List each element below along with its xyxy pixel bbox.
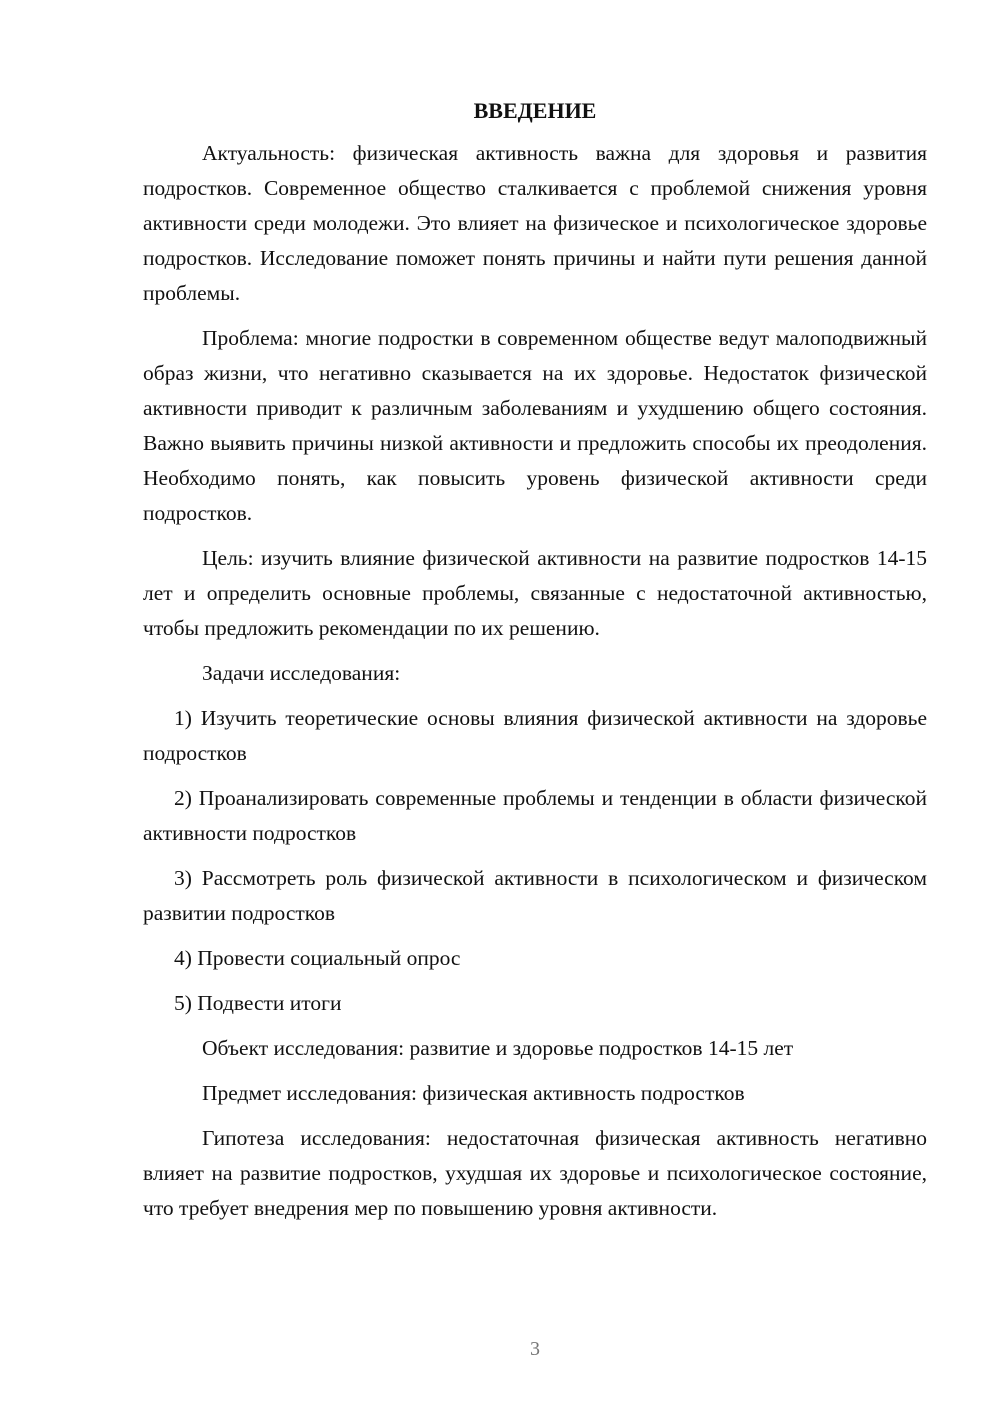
- page-body: [143, 94, 927, 1236]
- goal-paragraph: Цель: изучить влияние физической активности на развитие подростков 14-15 лет и определить основные проблемы, связанные с недостаточной активностью, чтобы предложить рекомендации по их решению.: [143, 546, 927, 640]
- research-object-paragraph: Объект исследования: развитие и здоровье подростков 14-15 лет: [202, 1036, 794, 1060]
- relevance-paragraph: Актуальность: физическая активность важна для здоровья и развития подростков. Современное общество сталкивается с проблемой снижения уровня активности среди молодежи. Это влияет на физическое и психологическое здоровье подростков. Исследование поможет понять причины и найти пути решения данной проблемы.: [143, 141, 927, 305]
- hypothesis-paragraph: Гипотеза исследования: недостаточная физическая активность негативно влияет на развитие подростков, ухудшая их здоровье и психологическое состояние, что требует внедрения мер по повышению уровня активности.: [143, 1126, 927, 1220]
- task-item-2: 2) Проанализировать современные проблемы и тенденции в области физической активности подростков: [143, 786, 927, 845]
- task-item-3: 3) Рассмотреть роль физической активности в психологическом и физическом развитии подростков: [143, 866, 927, 925]
- page-title: ВВЕДЕНИЕ: [473, 98, 597, 123]
- tasks-list: [143, 701, 927, 1021]
- page-number: 3: [530, 1338, 540, 1360]
- task-item-4: 4) Провести социальный опрос: [174, 946, 461, 970]
- tasks-title: Задачи исследования:: [202, 661, 401, 685]
- research-subject-paragraph: Предмет исследования: физическая активность подростков: [202, 1081, 745, 1105]
- problem-paragraph: Проблема: многие подростки в современном обществе ведут малоподвижный образ жизни, что негативно сказывается на их здоровье. Недостаток физической активности приводит к различным заболеваниям и ухудшению общего состояния. Важно выявить причины низкой активности и предложить способы их преодоления. Необходимо понять, как повысить уровень физической активности среди подростков.: [143, 326, 927, 525]
- task-item-1: 1) Изучить теоретические основы влияния физической активности на здоровье подростков: [143, 706, 927, 765]
- task-item-5: 5) Подвести итоги: [174, 991, 342, 1015]
